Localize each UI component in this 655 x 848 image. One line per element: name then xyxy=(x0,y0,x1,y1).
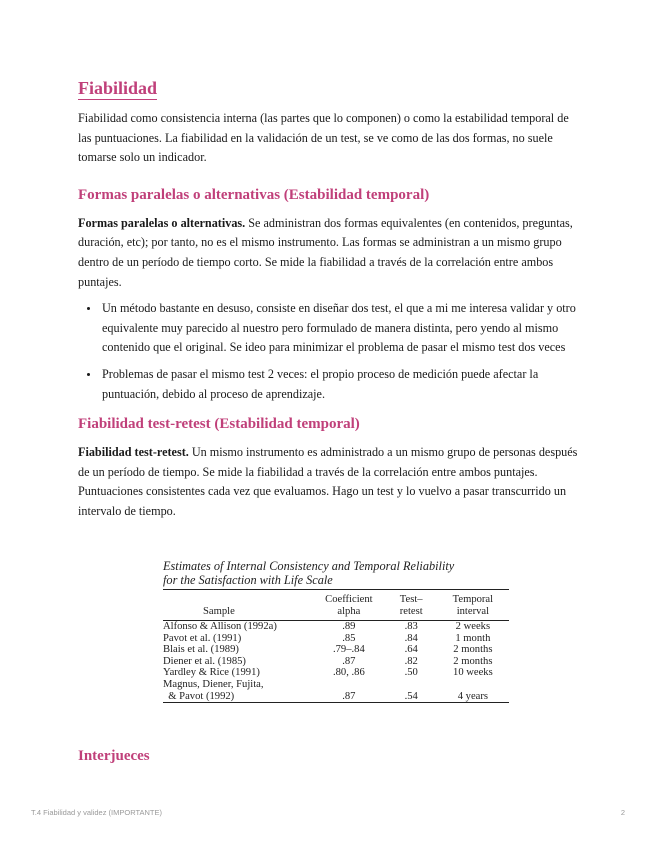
footer-page-number: 2 xyxy=(620,808,625,817)
formas-lead: Formas paralelas o alternativas. xyxy=(78,215,246,230)
header-interval-line-2: interval xyxy=(456,605,490,617)
cell-alpha: .80, .86 xyxy=(332,667,365,679)
header-retest xyxy=(386,590,437,620)
figure-title-line-2: for the Satisfaction with Life Scale xyxy=(163,572,333,587)
table-row xyxy=(163,679,509,691)
header-sample: Sample xyxy=(203,605,235,617)
cell-interval: 2 weeks xyxy=(455,621,491,632)
header-alpha xyxy=(312,590,386,620)
table-bottom-rule xyxy=(163,702,509,703)
cell-retest: .50 xyxy=(404,667,418,679)
header-interval-line-1: Temporal xyxy=(452,594,494,605)
cell-alpha: .87 xyxy=(342,655,356,667)
header-retest-line-2: retest xyxy=(399,605,423,617)
testretest-lead: Fiabilidad test-retest. xyxy=(78,445,189,460)
formas-paragraph xyxy=(78,214,578,292)
table-row xyxy=(163,691,509,703)
formas-heading: Formas paralelas o alternativas (Estabilidad temporal) xyxy=(78,186,430,203)
cell-retest: .64 xyxy=(404,644,418,656)
reliability-table-figure xyxy=(163,560,509,703)
cell-sample: & Pavot (1992) xyxy=(163,690,235,702)
cell-interval: 2 months xyxy=(453,644,493,656)
header-alpha-line-2: alpha xyxy=(337,605,361,617)
page-content xyxy=(78,78,578,522)
footer-document-title: T.4 Fiabilidad y validez (IMPORTANTE) xyxy=(31,808,163,817)
cell-interval xyxy=(437,679,509,691)
cell-alpha: .85 xyxy=(342,632,356,644)
cell-sample: Alfonso & Allison (1992a) xyxy=(163,621,277,632)
estimates-table xyxy=(163,590,509,702)
figure-title-line-1: Estimates of Internal Consistency and Temporal Reliability xyxy=(163,559,455,573)
cell-retest xyxy=(386,679,437,691)
cell-sample: Blais et al. (1989) xyxy=(163,644,239,656)
testretest-text: Un mismo instrumento es administrado a un mismo grupo de personas después de un período de tiempo. Se mide la fiabilidad a través de la correlación entre ambos puntajes. Puntuaciones consistentes cada vez que evaluamos. Hago un test y lo vuelvo a pasar transcurrido un intervalo de tiempo. xyxy=(78,445,578,518)
formas-bullet-list xyxy=(78,299,578,404)
list-item: • Un método bastante en desuso, consiste en diseñar dos test, el que a mi me interesa validar y otro equivalente muy parecido al nuestro pero formulado de manera distinta, pero yendo al mismo contenido que el original. Se ideo para minimizar el problema de pasar el mismo test dos veces xyxy=(100,299,578,358)
table-row xyxy=(163,644,509,656)
header-retest-line-1: Test– xyxy=(399,594,423,605)
intro-paragraph: Fiabilidad como consistencia interna (las partes que lo componen) o como la estabilidad temporal de las puntuaciones. La fiabilidad en la validación de un test, se ve como de las dos formas, no suele tomarse solo un indicador. xyxy=(78,111,569,165)
table-row xyxy=(163,621,509,633)
cell-retest: .54 xyxy=(404,690,418,702)
header-alpha-line-1: Coefficient xyxy=(325,594,373,605)
table-row xyxy=(163,656,509,668)
cell-interval: 4 years xyxy=(457,690,489,702)
header-interval xyxy=(437,590,509,620)
formas-text: Se administran dos formas equivalentes (en contenidos, preguntas, duración, etc); por tanto, no es el mismo instrumento. Las formas se administran a un mismo grupo dentro de un período de tiempo corto. Se mide la fiabilidad a través de la correlación entre ambos puntajes. xyxy=(78,215,573,289)
cell-interval: 1 month xyxy=(455,632,491,644)
cell-sample: Magnus, Diener, Fujita, xyxy=(163,678,264,690)
cell-sample: Pavot et al. (1991) xyxy=(163,632,242,644)
table-row xyxy=(163,633,509,645)
cell-alpha: .79–.84 xyxy=(332,644,365,656)
table-header-row xyxy=(163,590,509,620)
page-title: Fiabilidad xyxy=(78,78,158,98)
cell-retest: .84 xyxy=(404,632,418,644)
page-footer xyxy=(31,808,625,817)
cell-retest: .83 xyxy=(404,621,418,632)
cell-alpha: .87 xyxy=(342,690,356,702)
cell-alpha: .89 xyxy=(342,621,356,632)
cell-sample: Diener et al. (1985) xyxy=(163,655,246,667)
cell-alpha xyxy=(312,679,386,691)
interjueces-heading: Interjueces xyxy=(78,748,150,764)
list-item: • Problemas de pasar el mismo test 2 veces: el propio proceso de medición puede afectar la puntuación, debido al proceso de aprendizaje. xyxy=(100,365,578,404)
cell-interval: 10 weeks xyxy=(453,667,493,679)
cell-retest: .82 xyxy=(404,655,418,667)
testretest-paragraph xyxy=(78,443,578,521)
table-row xyxy=(163,667,509,679)
cell-sample: Yardley & Rice (1991) xyxy=(163,667,260,679)
testretest-heading: Fiabilidad test-retest (Estabilidad temporal) xyxy=(78,416,360,433)
cell-interval: 2 months xyxy=(453,655,493,667)
